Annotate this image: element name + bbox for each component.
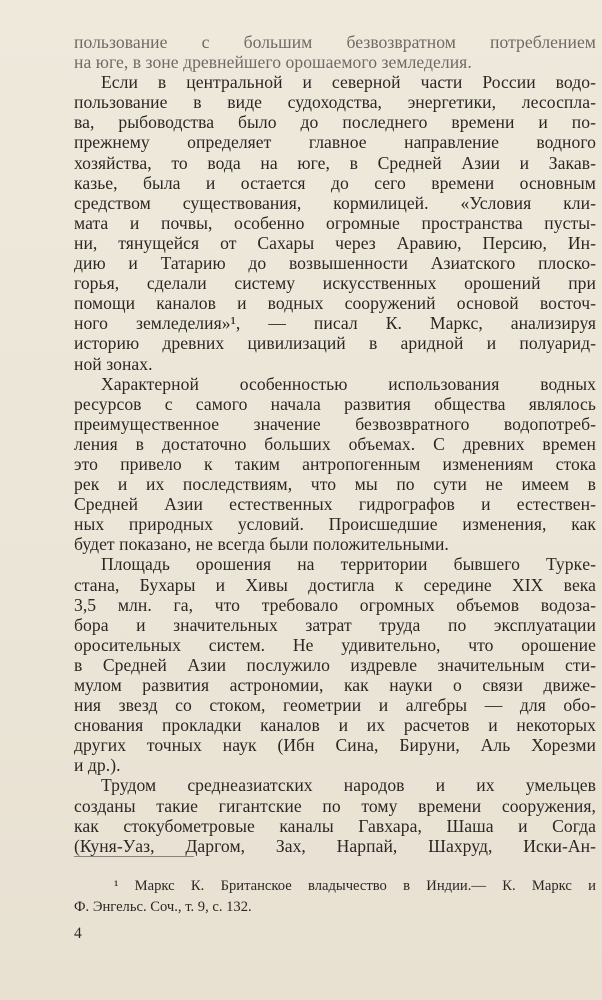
text-line: ва, рыбоводства было до последнего времени и по-	[74, 112, 596, 133]
text-line: Средней Азии естественных гидрографов и естествен-	[74, 494, 596, 515]
footnote-line: Ф. Энгельс. Соч., т. 9, с. 132.	[74, 899, 252, 915]
text-line: в Средней Азии послужило издревле значительным сти-	[74, 654, 596, 675]
text-line: ния звезд со стоком, геометрии и алгебры — для обо-	[74, 695, 596, 716]
text-line: горья, сделали систему искусственных орошений при	[74, 273, 596, 294]
text-line: созданы такие гигантские по тому времени сооружения,	[74, 795, 596, 816]
footnote	[74, 876, 596, 918]
text-line: стана, Бухары и Хивы достигла к середине XIX века	[74, 574, 596, 595]
text-line: мата и почвы, особенно огромные пространства пусты-	[74, 212, 596, 233]
text-line: бора и значительных затрат труда по эксплуатации	[74, 614, 596, 635]
text-line: Площадь орошения на территории бывшего Туркe-	[101, 554, 596, 575]
text-line: ного земледелия»¹, — писал К. Маркс, анализируя	[74, 313, 596, 334]
page-number: 4	[74, 925, 82, 942]
text-line: преимущественное значение безвозвратного водопотреб-	[74, 413, 596, 434]
text-line: пользование в виде судоходства, энергетики, лесоспла-	[74, 92, 596, 113]
text-line: это привело к таким антропогенным изменениям стока	[74, 453, 596, 474]
text-line: (Куня-Уаз, Даргом, Зах, Нарпай, Шахруд, Иски-Ан-	[74, 835, 596, 856]
text-line: будет показано, не всегда были положительными.	[74, 534, 449, 555]
text-line: снования прокладки каналов и их расчетов и некоторых	[74, 715, 596, 736]
text-line: других точных наук (Ибн Сина, Бируни, Аль Хорезми	[74, 735, 596, 756]
text-line: помощи каналов и водных сооружений основой восточ-	[74, 293, 596, 314]
text-line: ления в достаточно больших объемах. С древних времен	[74, 433, 596, 454]
text-line: пользование с большим безвозвратном потреблением	[74, 32, 596, 52]
footnote-divider	[74, 856, 194, 857]
text-line: ни, тянущейся от Сахары через Аравию, Персию, Ин-	[74, 232, 596, 253]
text-line: прежнему определяет главное направление водного	[74, 132, 596, 153]
text-line: ных природных условий. Происшедшие изменения, как	[74, 514, 596, 535]
text-line: казье, была и остается до сего времени основным	[74, 172, 596, 193]
text-line: мулом развития астрономии, как науки о связи движе-	[74, 675, 596, 695]
text-line: историю древних цивилизаций в аридной и полуарид-	[74, 333, 596, 354]
text-line: средством существования, кормилицей. «Условия кли-	[74, 192, 596, 213]
text-line: на юге, в зоне древнейшего орошаемого земледелия.	[74, 52, 472, 73]
text-line: Характерной особенностью использования водных	[101, 373, 596, 394]
text-line: 3,5 млн. га, что требовало огромных объемов водоза-	[74, 594, 596, 615]
text-line: как стокубометровые каналы Гавхара, Шаша и Согда	[74, 815, 596, 836]
text-line: Если в центральной и северной части России водо-	[101, 72, 596, 93]
text-line: и др.).	[74, 755, 121, 776]
text-line: ресурсов с самого начала развития общества являлось	[74, 393, 596, 414]
footnote-line: ¹ Маркс К. Британское владычество в Индии.— К. Маркс и	[114, 878, 596, 894]
body-text	[74, 32, 596, 856]
text-line: оросительных систем. Не удивительно, что орошение	[74, 634, 596, 655]
text-line: дию и Татарию до возвышенности Азиатского плоско-	[74, 253, 596, 274]
text-line: рек и их последствиям, что мы по сути не имеем в	[74, 474, 596, 495]
text-line: ной зонах.	[74, 353, 153, 374]
text-line: хозяйства, то вода на юге, в Средней Азии и Закав-	[74, 152, 596, 173]
text-line: Трудом среднеазиатских народов и их умельцев	[101, 775, 596, 796]
